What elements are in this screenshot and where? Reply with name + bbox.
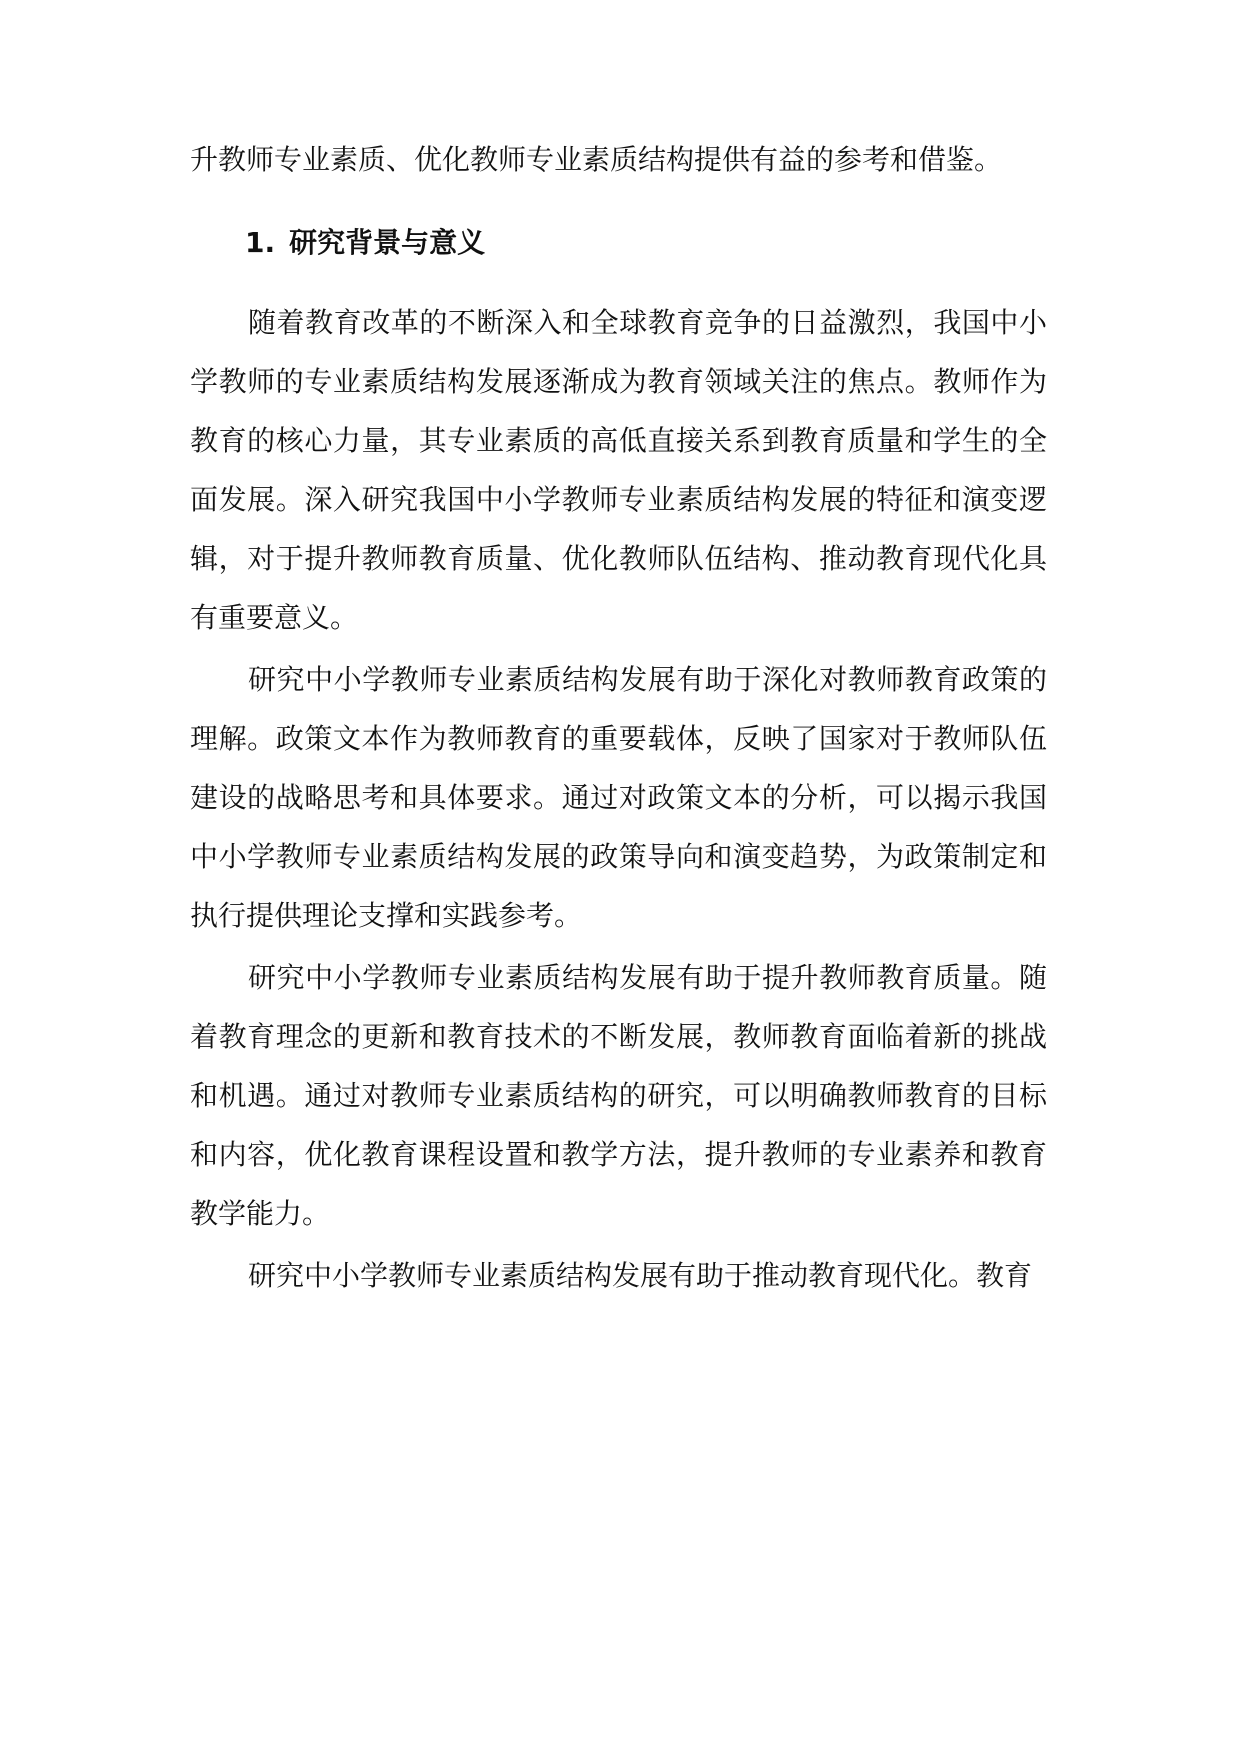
body-paragraph: 研究中小学教师专业素质结构发展有助于深化对教师教育政策的理解。政策文本作为教师教育的重要载体，反映了国家对于教师队伍建设的战略思考和具体要求。通过对政策文本的分析，可以揭示我国中小学教师专业素质结构发展的政策导向和演变趋势，为政策制定和执行提供理论支撑和实践参考。: [190, 663, 1047, 932]
body-paragraph: 研究中小学教师专业素质结构发展有助于推动教育现代化。教育: [248, 1259, 1033, 1292]
document-body: [190, 130, 1047, 1308]
body-paragraph: 研究中小学教师专业素质结构发展有助于提升教师教育质量。随着教育理念的更新和教育技术的不断发展，教师教育面临着新的挑战和机遇。通过对教师专业素质结构的研究，可以明确教师教育的目标和内容，优化教育课程设置和教学方法，提升教师的专业素养和教育教学能力。: [190, 961, 1047, 1230]
section-heading: [190, 221, 1047, 265]
body-paragraph: 随着教育改革的不断深入和全球教育竞争的日益激烈，我国中小学教师的专业素质结构发展逐渐成为教育领域关注的焦点。教师作为教育的核心力量，其专业素质的高低直接关系到教育质量和学生的全面发展。深入研究我国中小学教师专业素质结构发展的特征和演变逻辑，对于提升教师教育质量、优化教师队伍结构、推动教育现代化具有重要意义。: [190, 306, 1047, 634]
section-number: 1.: [245, 226, 276, 259]
opening-paragraph-fragment: 升教师专业素质、优化教师专业素质结构提供有益的参考和借鉴。: [190, 143, 1003, 176]
section-title: 研究背景与意义: [289, 226, 486, 259]
